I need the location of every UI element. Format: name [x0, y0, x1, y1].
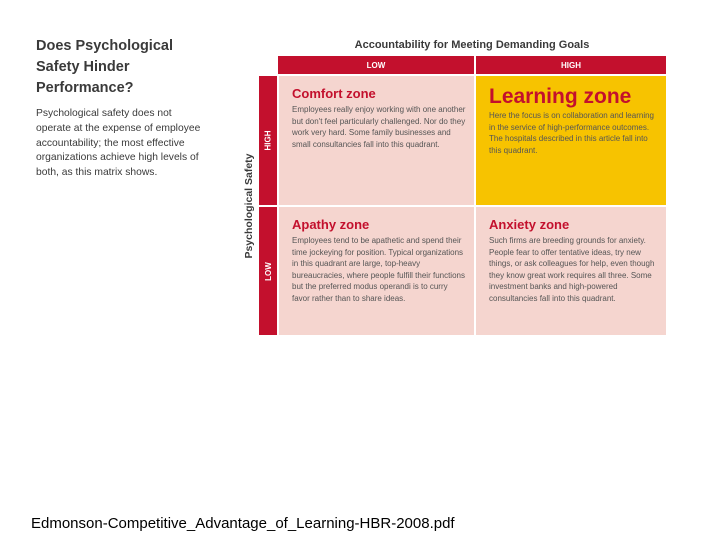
comfort-zone-quadrant	[279, 76, 474, 205]
source-caption: Edmonson-Competitive_Advantage_of_Learning-HBR-2008.pdf	[31, 515, 455, 532]
row-header-high	[259, 76, 277, 205]
learning-zone-body: Here the focus is on collaboration and learning in the service of high-performance outcomes. The hospitals described in this article fall into this quadrant.	[489, 111, 654, 155]
apathy-zone-title: Apathy zone	[292, 217, 370, 232]
row-header-high-label: HIGH	[263, 130, 273, 151]
column-header-high: HIGH	[476, 56, 666, 74]
x-axis-title: Accountability for Meeting Demanding Goals	[354, 39, 590, 51]
sidebar-body: Psychological safety does not operate at the expense of employee accountability; the most effective organizations achieve high levels of both, as this matrix shows.	[36, 108, 201, 179]
row-header-low	[259, 207, 277, 335]
apathy-zone-quadrant	[279, 207, 474, 335]
anxiety-zone-title: Anxiety zone	[489, 217, 570, 232]
comfort-zone-body: Employees really enjoy working with one another but don't feel particularly challenged. Nor do they work very hard. Some family businesses and small consultancies fall into this quadrant.	[292, 105, 466, 149]
sidebar	[36, 36, 206, 181]
anxiety-zone-quadrant	[476, 207, 666, 335]
apathy-zone-body: Employees tend to be apathetic and spend their time jockeying for position. Typical organizations in this quadrant are large, top-heavy bureaucracies, where people fulfill their functions but the preferred modus operandi is to curry favor rather than to share ideas.	[292, 236, 465, 303]
y-axis-title: Psychological Safety	[243, 153, 255, 259]
anxiety-zone-body: Such firms are breeding grounds for anxiety. People fear to offer tentative ideas, try new things, or ask colleagues for help, even though they know great work requires all three. Some investment banks and high-powered consultancies fall into this quadrant.	[489, 236, 655, 303]
sidebar-title: Does Psychological Safety Hinder Performance?	[36, 38, 173, 96]
learning-zone-quadrant	[476, 76, 666, 205]
comfort-zone-title: Comfort zone	[292, 86, 376, 101]
column-header-low: LOW	[278, 56, 474, 74]
learning-zone-title: Learning zone	[489, 85, 632, 108]
row-header-low-label: LOW	[263, 261, 273, 281]
